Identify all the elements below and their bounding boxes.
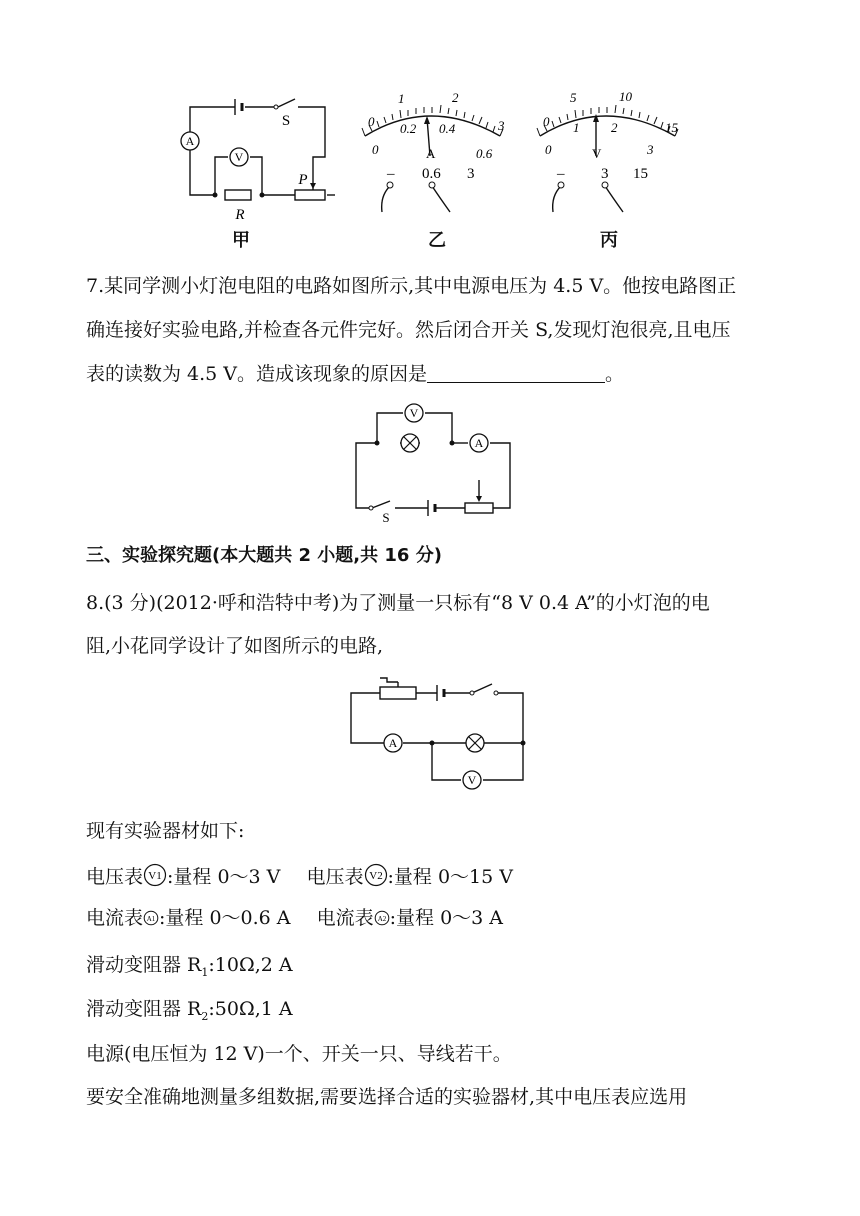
rheostat-1-subscript: 1 bbox=[201, 965, 209, 979]
q8-line-1: 8.(3 分)(2012·呼和浩特中考)为了测量一只标有“8 V 0.4 A”的小灯泡的电 bbox=[86, 592, 710, 614]
bing-top-tick-3: 15 bbox=[665, 120, 678, 135]
q7-ammeter-letter: A bbox=[474, 436, 484, 450]
figure-jia-circuit bbox=[170, 95, 340, 250]
rheostat-1-prefix: 滑动变阻器 R bbox=[86, 954, 202, 976]
yi-unit: A bbox=[426, 146, 436, 161]
q8-rheostat-1 bbox=[86, 953, 293, 985]
rheostat-2-subscript: 2 bbox=[201, 1009, 209, 1023]
yi-bottom-tick-1: 0.2 bbox=[400, 121, 417, 136]
ammeter-1-symbol-text: A1 bbox=[146, 915, 156, 923]
ammeter-1-label: 电流表 bbox=[86, 907, 144, 929]
figure-yi-ammeter-dial bbox=[350, 88, 515, 223]
q7-voltmeter-letter: V bbox=[409, 406, 419, 420]
bing-bottom-tick-2: 2 bbox=[611, 120, 618, 135]
caption-jia: 甲 bbox=[232, 230, 250, 251]
yi-top-tick-0: 0 bbox=[368, 114, 375, 129]
yi-top-tick-1: 1 bbox=[398, 91, 405, 106]
bing-bottom-tick-1: 1 bbox=[573, 120, 580, 135]
voltmeter-1-label: 电压表 bbox=[86, 866, 144, 888]
yi-terminal-3: 3 bbox=[467, 166, 475, 182]
ammeter-1-symbol-icon bbox=[143, 910, 159, 926]
q8-equipment-intro: 现有实验器材如下: bbox=[86, 820, 245, 842]
q8-final-line: 要安全准确地测量多组数据,需要选择合适的实验器材,其中电压表应选用 bbox=[86, 1086, 688, 1108]
ammeter-2-label: 电流表 bbox=[316, 907, 374, 929]
q7-line-2: 确连接好实验电路,并检查各元件完好。然后闭合开关 S,发现灯泡很亮,且电压 bbox=[86, 319, 731, 341]
ammeter-2-range: :量程 0～3 A bbox=[389, 907, 504, 929]
ammeter-1-range: :量程 0～0.6 A bbox=[159, 907, 291, 929]
q7-line-1: 7.某同学测小灯泡电阻的电路如图所示,其中电源电压为 4.5 V。他按电路图正 bbox=[86, 275, 737, 297]
q8-rheostat-2 bbox=[86, 997, 293, 1029]
rheostat-2-spec: :50Ω,1 A bbox=[208, 998, 293, 1020]
q7-line-3 bbox=[86, 362, 624, 386]
q8-voltmeter-letter: V bbox=[467, 773, 477, 787]
bing-terminal-minus: – bbox=[557, 166, 565, 182]
voltmeter-2-label: 电压表 bbox=[306, 866, 364, 888]
yi-terminal-minus: – bbox=[387, 166, 395, 182]
q8-line-2: 阻,小花同学设计了如图所示的电路, bbox=[86, 635, 384, 657]
yi-bottom-tick-2: 0.4 bbox=[439, 121, 456, 136]
figure-bing-voltmeter-dial bbox=[525, 88, 690, 223]
ammeter-2-symbol-text: A2 bbox=[377, 915, 386, 923]
voltmeter-1-symbol-text: V1 bbox=[148, 870, 162, 882]
jia-ammeter-letter: A bbox=[185, 134, 195, 148]
yi-top-tick-3: 3 bbox=[498, 118, 505, 133]
rheostat-1-spec: :10Ω,2 A bbox=[208, 954, 293, 976]
caption-bing: 丙 bbox=[600, 230, 618, 251]
section-3-title: 三、实验探究题(本大题共 2 小题,共 16 分) bbox=[86, 545, 442, 566]
q8-voltmeters-line bbox=[86, 863, 513, 889]
caption-yi: 乙 bbox=[428, 230, 446, 251]
jia-resistor-label: R bbox=[235, 207, 245, 223]
q8-power-line: 电源(电压恒为 12 V)一个、开关一只、导线若干。 bbox=[86, 1043, 512, 1065]
yi-terminal-0.6: 0.6 bbox=[422, 166, 441, 182]
bing-top-tick-0: 0 bbox=[543, 114, 550, 129]
jia-slider-label: P bbox=[298, 172, 308, 188]
bing-unit: V bbox=[592, 146, 602, 161]
q7-line-3-text: 表的读数为 4.5 V。造成该现象的原因是 bbox=[86, 363, 428, 385]
bing-bottom-tick-3: 3 bbox=[647, 142, 654, 157]
yi-top-tick-2: 2 bbox=[452, 90, 459, 105]
q7-answer-blank[interactable] bbox=[427, 364, 605, 383]
voltmeter-2-symbol-icon bbox=[364, 863, 388, 887]
voltmeter-2-symbol-text: V2 bbox=[368, 870, 383, 882]
voltmeter-1-range: :量程 0～3 V bbox=[167, 866, 281, 888]
q7-circuit-diagram bbox=[350, 400, 520, 525]
voltmeter-2-range: :量程 0～15 V bbox=[387, 866, 513, 888]
q8-ammeter-letter: A bbox=[388, 736, 398, 750]
rheostat-2-prefix: 滑动变阻器 R bbox=[86, 998, 202, 1020]
bing-bottom-tick-0: 0 bbox=[545, 142, 552, 157]
yi-bottom-tick-0: 0 bbox=[372, 142, 379, 157]
q8-circuit-diagram bbox=[345, 670, 530, 795]
ammeter-2-symbol-icon bbox=[374, 910, 390, 926]
yi-bottom-tick-3: 0.6 bbox=[476, 146, 493, 161]
q7-switch-label: S bbox=[382, 510, 390, 525]
voltmeter-1-symbol-icon bbox=[143, 863, 167, 887]
bing-terminal-3: 3 bbox=[601, 166, 609, 182]
bing-terminal-15: 15 bbox=[633, 166, 648, 182]
jia-voltmeter-letter: V bbox=[234, 150, 244, 164]
bing-top-tick-1: 5 bbox=[570, 90, 577, 105]
bing-top-tick-2: 10 bbox=[619, 89, 632, 104]
jia-switch-label: S bbox=[281, 113, 291, 129]
q8-ammeters-line bbox=[86, 906, 503, 930]
q7-line-3-end: 。 bbox=[605, 363, 625, 385]
